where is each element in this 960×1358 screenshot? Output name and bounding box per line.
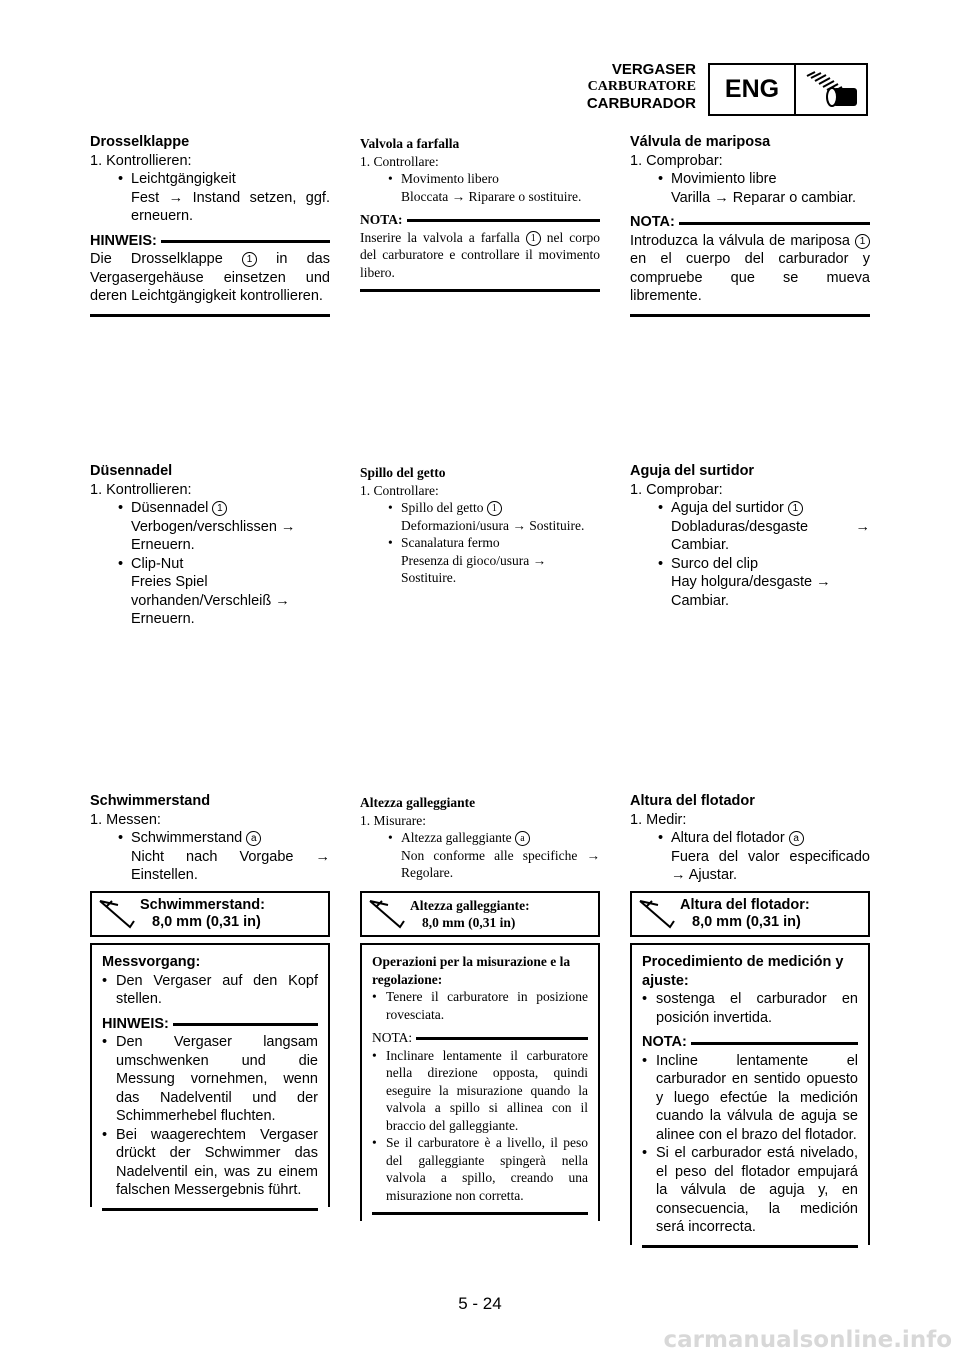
- note-end-rule: [90, 314, 330, 317]
- section-label: ENG: [710, 65, 796, 114]
- section-title: Altura del flotador: [630, 793, 755, 809]
- procedure-title: Procedimiento de medición y ajuste:: [642, 954, 844, 989]
- bullet-item: Movimento libero: [401, 171, 499, 186]
- ref-marker: a: [789, 831, 804, 846]
- step: 1. Controllare:: [360, 482, 439, 498]
- spec-value: 8,0 mm (0,31 in): [422, 915, 516, 930]
- section-throttle-es: Válvula de mariposa 1. Comprobar: • Movimiento libre Varilla → Reparar o cambiar. NOTA: Introduzca la válvula de mariposa 1 en el cuerpo del carburador y compruebe que se mueva libremente.: [630, 133, 870, 317]
- bullet-detail: Freies Spiel vorhanden/Verschleiß → Erneuern.: [131, 574, 290, 627]
- header-title-es: CARBURADOR: [586, 95, 696, 112]
- bullet-detail: Deformazioni/usura → Sostituire.: [401, 517, 585, 533]
- step: 1. Kontrollieren:: [90, 152, 192, 169]
- bullet-item: Surco del clip: [671, 555, 759, 572]
- ref-marker: a: [515, 831, 530, 846]
- section-needle-es: Aguja del surtidor 1. Comprobar: • Aguja del surtidor 1 Dobladuras/desgaste → Cambiar. • Surco del clip Hay holgura/desgaste → Cambiar.: [630, 463, 870, 609]
- bullet-detail: Fuera del valor especificado → Ajustar.: [671, 848, 870, 883]
- step: 1. Comprobar:: [630, 152, 723, 169]
- bullet-item: Altura del flotador: [671, 830, 789, 846]
- caliper-icon: [362, 893, 410, 935]
- ref-marker: 1: [487, 501, 502, 516]
- spec-label: Schwimmerstand:: [140, 897, 265, 913]
- note-label: NOTA:: [360, 212, 403, 227]
- procedure-step: Den Vergaser auf den Kopf stellen.: [116, 972, 318, 1007]
- note-label: NOTA:: [372, 1030, 413, 1045]
- note-item: Si el carburador está nivelado, el peso del flotador empujará la válvula de aguja y, en consecuencia, la medición será incorrecta.: [656, 1145, 858, 1235]
- note-item: Bei waagerechtem Vergaser drückt der Schwimmer das Nadelventil ein, was zu einem falschen Messergebnis führt.: [116, 1126, 318, 1198]
- step: 1. Messen:: [90, 811, 161, 828]
- ref-marker: 1: [788, 501, 803, 516]
- page-number: 5 - 24: [458, 1294, 502, 1313]
- section-title: Válvula de mariposa: [630, 134, 771, 150]
- step: 1. Kontrollieren:: [90, 481, 192, 498]
- bullet-detail: Dobladuras/desgaste → Cambiar.: [671, 518, 870, 553]
- bullet-detail: Presenza di gioco/usura → Sostituire.: [401, 552, 547, 585]
- bullet-item: Spillo del getto: [401, 500, 487, 515]
- note-text: Introduzca la válvula de mariposa 1 en el cuerpo del carburador y compruebe que se mueva libremente.: [630, 232, 870, 304]
- bullet-detail: Nicht nach Vorgabe → Einstellen.: [131, 848, 330, 883]
- note-label: NOTA:: [642, 1034, 687, 1050]
- spec-box-es: [630, 891, 870, 937]
- section-title: Valvola a farfalla: [360, 136, 460, 151]
- section-title: Spillo del getto: [360, 465, 446, 480]
- section-throttle-it: Valvola a farfalla 1. Controllare: • Movimento libero Bloccata → Riparare o sostituire. NOTA: Inserire la valvola a farfalla 1 nel corpo del carburatore e controllare il movimento libero.: [360, 135, 600, 292]
- section-badge: [708, 63, 868, 116]
- section-float-de: Schwimmerstand 1. Messen: • Schwimmerstand a Nicht nach Vorgabe → Einstellen.: [90, 793, 330, 883]
- note-label: HINWEIS:: [102, 1015, 169, 1032]
- caliper-icon: [92, 893, 140, 935]
- engine-icon: [796, 65, 866, 114]
- section-title: Drosselklappe: [90, 134, 190, 150]
- bullet-item: Düsennadel: [131, 500, 213, 516]
- spec-box-de: [90, 891, 330, 937]
- spec-value: 8,0 mm (0,31 in): [692, 914, 801, 930]
- section-throttle-de: Drosselklappe 1. Kontrollieren: • Leichtgängigkeit Fest → Instand setzen, ggf. erneuern. HINWEIS: Die Drosselklappe 1 in das Vergasergehäuse einsetzen und deren Leichtgängigkeit kontrollieren.: [90, 133, 330, 317]
- ref-marker: 1: [212, 501, 227, 516]
- step: 1. Comprobar:: [630, 481, 723, 498]
- header-title-it: CARBURATORE: [587, 79, 696, 94]
- section-title: Aguja del surtidor: [630, 463, 755, 479]
- procedure-box-es: Procedimiento de medición y ajuste: • sostenga el carburador en posición invertida. NOTA: • Incline lentamente el carburador en sentido opuesto y luego efectúe la medición cuando la válvula de aguja se alinee con el brazo del flotador. • Si el carburador está nivelado, el peso del flotador empujará la válvula de aguja y, en consecuencia, la medición será incorrecta.: [630, 943, 870, 1229]
- bullet-item: Altezza galleggiante: [401, 830, 515, 845]
- bullet-item: Leichtgängigkeit: [131, 171, 236, 187]
- step: 1. Controllare:: [360, 153, 439, 169]
- procedure-step: Tenere il carburatore in posizione rovesciata.: [386, 989, 588, 1022]
- bullet-item: Movimiento libre: [671, 171, 777, 187]
- step: 1. Medir:: [630, 811, 687, 828]
- bullet-item: Aguja del surtidor: [671, 500, 788, 516]
- procedure-box-de: Messvorgang: • Den Vergaser auf den Kopf stellen. HINWEIS: • Den Vergaser langsam umschwenken und die Messung vornehmen, wenn das Nadelventil und der Schimmerhebel fluchten. • Bei waagerechtem Vergaser drückt der Schwimmer das Nadelventil ein, was zu einem falschen Messergebnis führt.: [90, 943, 330, 1191]
- note-label: HINWEIS:: [90, 232, 157, 249]
- bullet-detail: Verbogen/verschlissen → Erneuern.: [131, 518, 296, 553]
- section-title: Schwimmerstand: [90, 793, 211, 809]
- spec-label: Altura del flotador:: [680, 897, 810, 913]
- procedure-box-it: Operazioni per la misurazione e la regolazione: • Tenere il carburatore in posizione rovesciata. NOTA: • Inclinare lentamente il carburatore nella direzione opposta, quindi eseguire la misurazione quando la valvola a spillo si allinea con il braccio del galleggiante. • Se il carburatore è a livello, il peso del galleggiante spingerà nella valvola a spillo, creando una misurazione non corretta.: [360, 943, 600, 1205]
- note-text: Inserire la valvola a farfalla 1 nel corpo del carburatore e controllare il movimento libero.: [360, 229, 600, 280]
- section-title: Altezza galleggiante: [360, 795, 476, 810]
- section-needle-de: Düsennadel 1. Kontrollieren: • Düsennadel 1 Verbogen/verschlissen → Erneuern. • Clip-Nut Freies Spiel vorhanden/Verschleiß → Erneuern.: [90, 462, 330, 629]
- note-item: Inclinare lentamente il carburatore nella direzione opposta, quindi eseguire la misurazione quando la valvola a spillo si allinea con il braccio del galleggiante.: [386, 1047, 588, 1133]
- bullet-detail: Non conforme alle specifiche → Regolare.: [401, 847, 600, 880]
- header-title-de: VERGASER: [611, 61, 696, 78]
- bullet-detail: Fest → Instand setzen, ggf. erneuern.: [131, 189, 330, 224]
- step: 1. Misurare:: [360, 812, 426, 828]
- bullet-item: Clip-Nut: [131, 555, 184, 572]
- bullet-detail: Varilla → Reparar o cambiar.: [671, 189, 857, 206]
- note-item: Den Vergaser langsam umschwenken und die Messung vornehmen, wenn das Nadelventil und der Schimmerhebel fluchten.: [116, 1034, 318, 1124]
- bullet-item: Scanalatura fermo: [401, 535, 500, 550]
- note-label: NOTA:: [630, 214, 675, 230]
- bullet-detail: Bloccata → Riparare o sostituire.: [401, 188, 582, 204]
- note-item: Incline lentamente el carburador en sentido opuesto y luego efectúe la medición cuando la válvula de aguja se alinee con el brazo del flotador.: [656, 1052, 858, 1143]
- section-needle-it: Spillo del getto 1. Controllare: • Spillo del getto 1 Deformazioni/usura → Sostituire. • Scanalatura fermo Presenza di gioco/usura → Sostituire.: [360, 464, 600, 587]
- procedure-step: sostenga el carburador en posición invertida.: [656, 991, 858, 1026]
- bullet-item: Schwimmerstand: [131, 830, 247, 846]
- section-float-es: Altura del flotador 1. Medir: • Altura del flotador a Fuera del valor especificado → Ajustar.: [630, 793, 870, 883]
- spec-box-it: [360, 891, 600, 937]
- section-title: Düsennadel: [90, 463, 173, 479]
- note-text: Die Drosselklappe 1 in das Vergasergehäuse einsetzen und deren Leichtgängigkeit kontrollieren.: [90, 251, 330, 304]
- section-float-it: Altezza galleggiante 1. Misurare: • Altezza galleggiante a Non conforme alle specifiche → Regolare.: [360, 795, 600, 880]
- note-item: Se il carburatore è a livello, il peso del galleggiante spingerà nella valvola a spillo, creando una misurazione non corretta.: [386, 1135, 588, 1203]
- procedure-title: Messvorgang:: [102, 954, 201, 970]
- procedure-title: Operazioni per la misurazione e la regolazione:: [372, 954, 571, 987]
- caliper-icon: [632, 893, 680, 935]
- spec-label: Altezza galleggiante:: [410, 898, 530, 913]
- watermark: carmanualsonline.info: [663, 1327, 952, 1353]
- bullet-detail: Hay holgura/desgaste → Cambiar.: [671, 574, 831, 609]
- ref-marker: a: [246, 831, 261, 846]
- spec-value: 8,0 mm (0,31 in): [152, 914, 261, 930]
